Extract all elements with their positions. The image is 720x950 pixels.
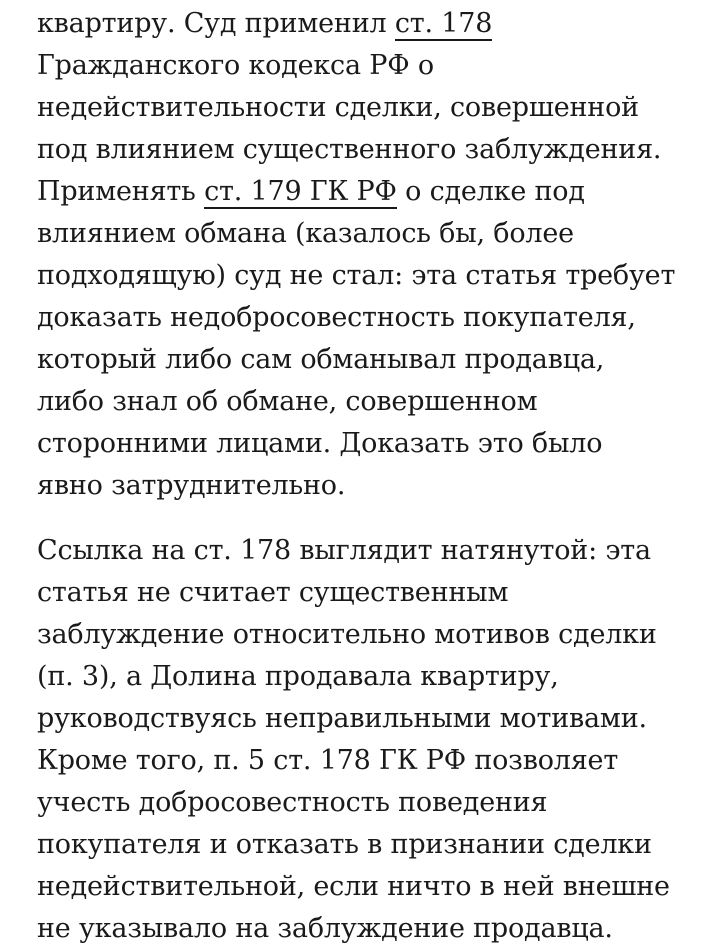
text-line: Кроме того, п. 5 ст. 178 ГК РФ позволяет [37,745,619,776]
text-line: либо знал об обмане, совершенном [37,386,538,417]
article-179-link[interactable]: ст. 179 ГК РФ [204,176,397,207]
text-line-start: Применять [37,176,205,207]
text-line: недействительной, если ничто в ней внешне [37,871,670,902]
paragraph-court-ruling [37,3,675,507]
text-line-start: квартиру. Суд применил [37,8,395,39]
paragraph-analysis [37,530,670,950]
text-line [37,171,675,213]
text-line: влиянием обмана (казалось бы, более [37,218,574,249]
text-line: статья не считает существенным [37,577,509,608]
article-178-link[interactable]: ст. 178 [394,8,493,39]
text-line: под влиянием существенного заблуждения. [37,134,662,165]
text-line: заблуждение относительно мотивов сделки [37,619,657,650]
text-line-end: о сделке под [396,176,585,207]
text-line: руководствуясь неправильными мотивами. [37,703,647,734]
text-line: (п. 3), а Долина продавала квартиру, [37,661,559,692]
text-line [37,3,675,45]
text-line: подходящую) суд не стал: эта статья требует [37,260,676,291]
text-line: явно затруднительно. [37,470,346,501]
text-line: который либо сам обманывал продавца, [37,344,605,375]
text-line: покупателя и отказать в признании сделки [37,829,652,860]
text-line: доказать недобросовестность покупателя, [37,302,636,333]
text-line: сторонними лицами. Доказать это было [37,428,603,459]
text-line: учесть добросовестность поведения [37,787,548,818]
text-line: Гражданского кодекса РФ о [37,50,434,81]
text-line: Ссылка на ст. 178 выглядит натянутой: эта [37,535,651,566]
text-line: не указывало на заблуждение продавца. [37,913,613,944]
text-line: недействительности сделки, совершенной [37,92,639,123]
